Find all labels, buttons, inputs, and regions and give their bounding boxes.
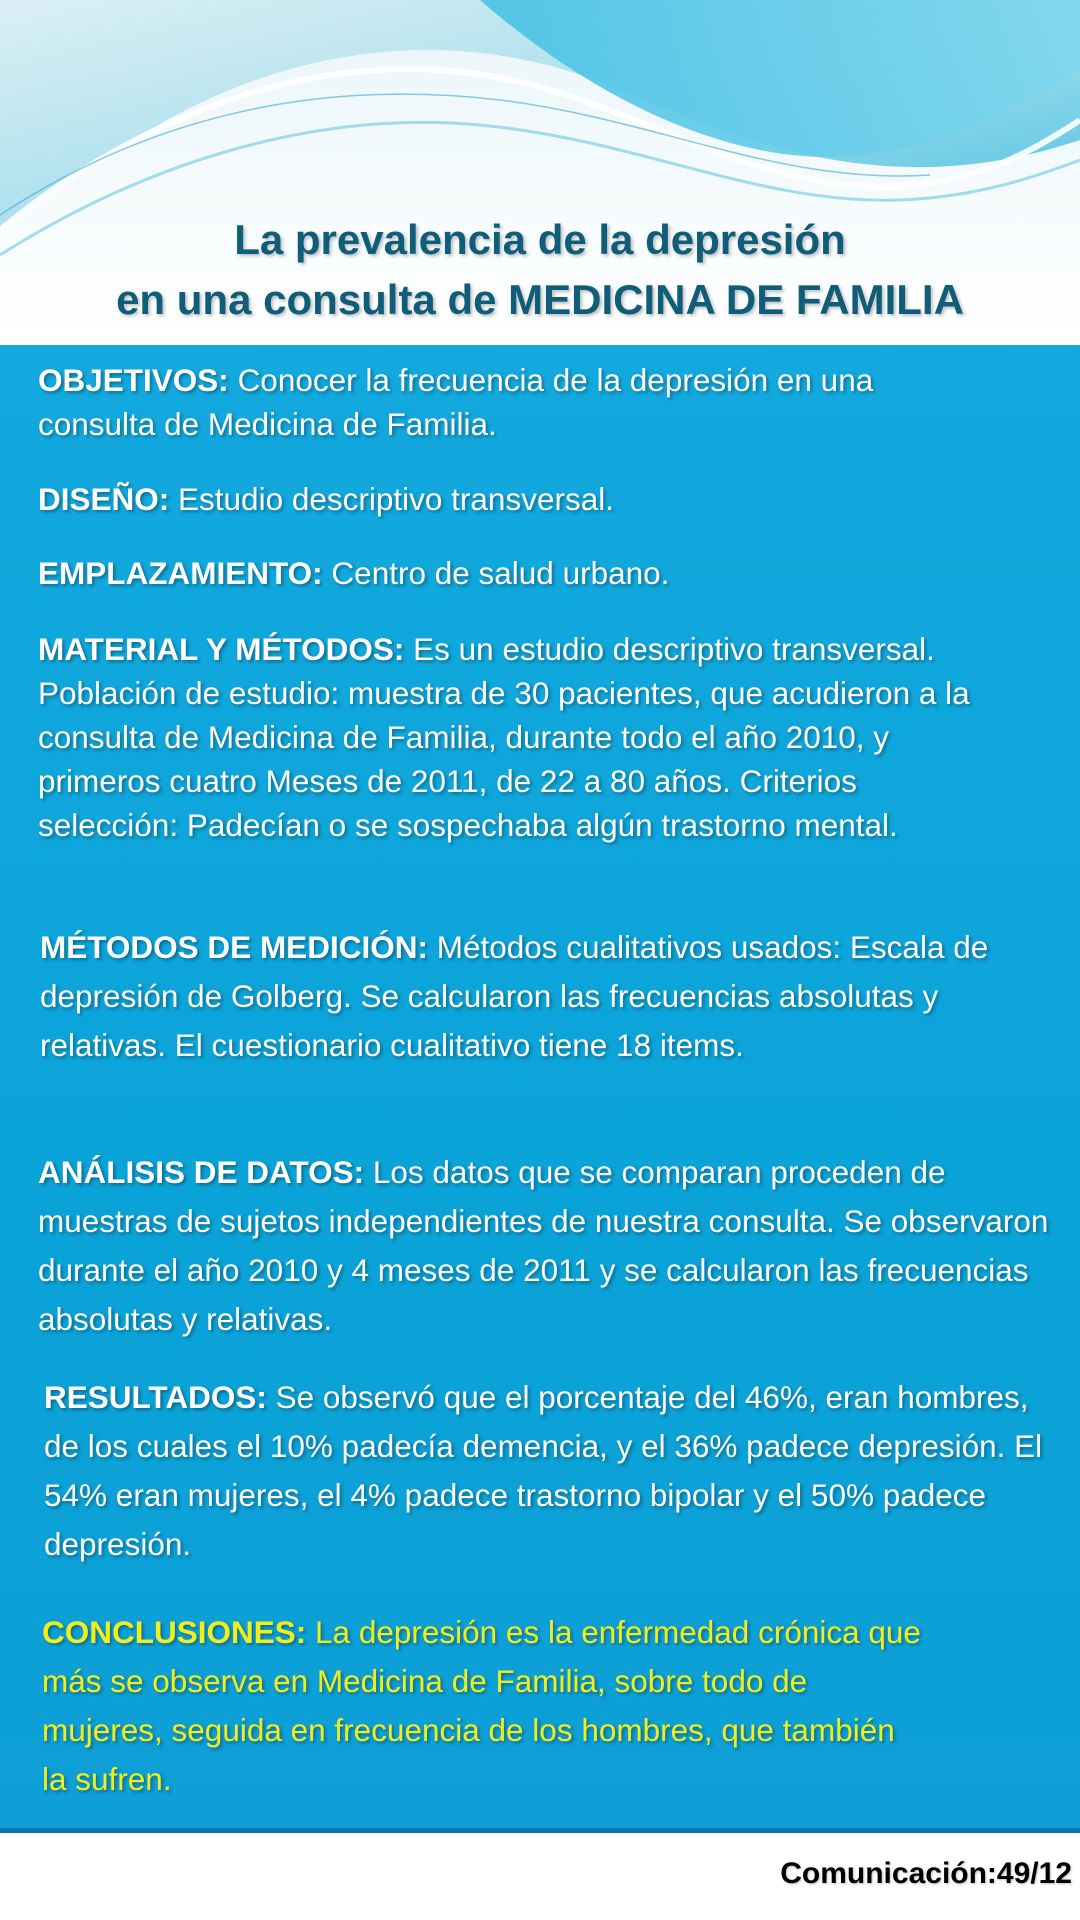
section-conclusiones: [42, 1608, 922, 1804]
section-text: Estudio descriptivo transversal.: [178, 481, 614, 517]
section-resultados: [44, 1373, 1044, 1569]
section-diseno: [38, 477, 1038, 521]
section-material-metodos: [38, 627, 978, 847]
section-label: RESULTADOS:: [44, 1379, 267, 1415]
section-text: Métodos cualitativos usados: Escala de depresión de Golberg. Se calcularon las frecuencias absolutas y relativas. El cuestionario cualitativo tiene 18 items.: [40, 929, 989, 1063]
section-text: Se observó que el porcentaje del 46%, eran hombres, de los cuales el 10% padecía demencia, y el 36% padece depresión. El 54% eran mujeres, el 4% padece trastorno bipolar y el 50% padece depresión.: [44, 1379, 1043, 1562]
panel-divider: [0, 1828, 1080, 1833]
section-text: Conocer la frecuencia de la depresión en una consulta de Medicina de Familia.: [38, 362, 874, 442]
header-banner: [0, 0, 1080, 345]
title-line-2: en una consulta de MEDICINA DE FAMILIA: [116, 276, 964, 323]
section-label: MATERIAL Y MÉTODOS:: [38, 631, 405, 667]
section-text: La depresión es la enfermedad crónica que más se observa en Medicina de Familia, sobre todo de mujeres, seguida en frecuencia de los hombres, que también la sufren.: [42, 1614, 921, 1797]
title-line-1: La prevalencia de la depresión: [234, 216, 846, 263]
section-label: EMPLAZAMIENTO:: [38, 555, 323, 591]
section-label: DISEÑO:: [38, 481, 170, 517]
section-label: ANÁLISIS DE DATOS:: [38, 1154, 365, 1190]
section-label: MÉTODOS DE MEDICIÓN:: [40, 929, 428, 965]
section-text: Los datos que se comparan proceden de muestras de sujetos independientes de nuestra consulta. Se observaron durante el año 2010 y 4 meses de 2011 y se calcularon las frecuencias absolutas y relativas.: [38, 1154, 1049, 1337]
page-title: [0, 210, 1080, 330]
section-text: Es un estudio descriptivo transversal. Población de estudio: muestra de 30 pacientes, que acudieron a la consulta de Medicina de Familia, durante todo el año 2010, y primeros cuatro Meses de 2011, de 22 a 80 años. Criterios selección: Padecían o se sospechaba algún trastorno mental.: [38, 631, 970, 843]
section-text: Centro de salud urbano.: [331, 555, 670, 591]
section-analisis-datos: [38, 1148, 1068, 1344]
section-metodos-medicion: [40, 923, 1040, 1070]
section-label: OBJETIVOS:: [38, 362, 229, 398]
section-emplazamiento: [38, 551, 1038, 595]
section-label: CONCLUSIONES:: [42, 1614, 307, 1650]
communication-number: Comunicación:49/12: [780, 1857, 1072, 1890]
section-objetivos: [38, 358, 968, 446]
